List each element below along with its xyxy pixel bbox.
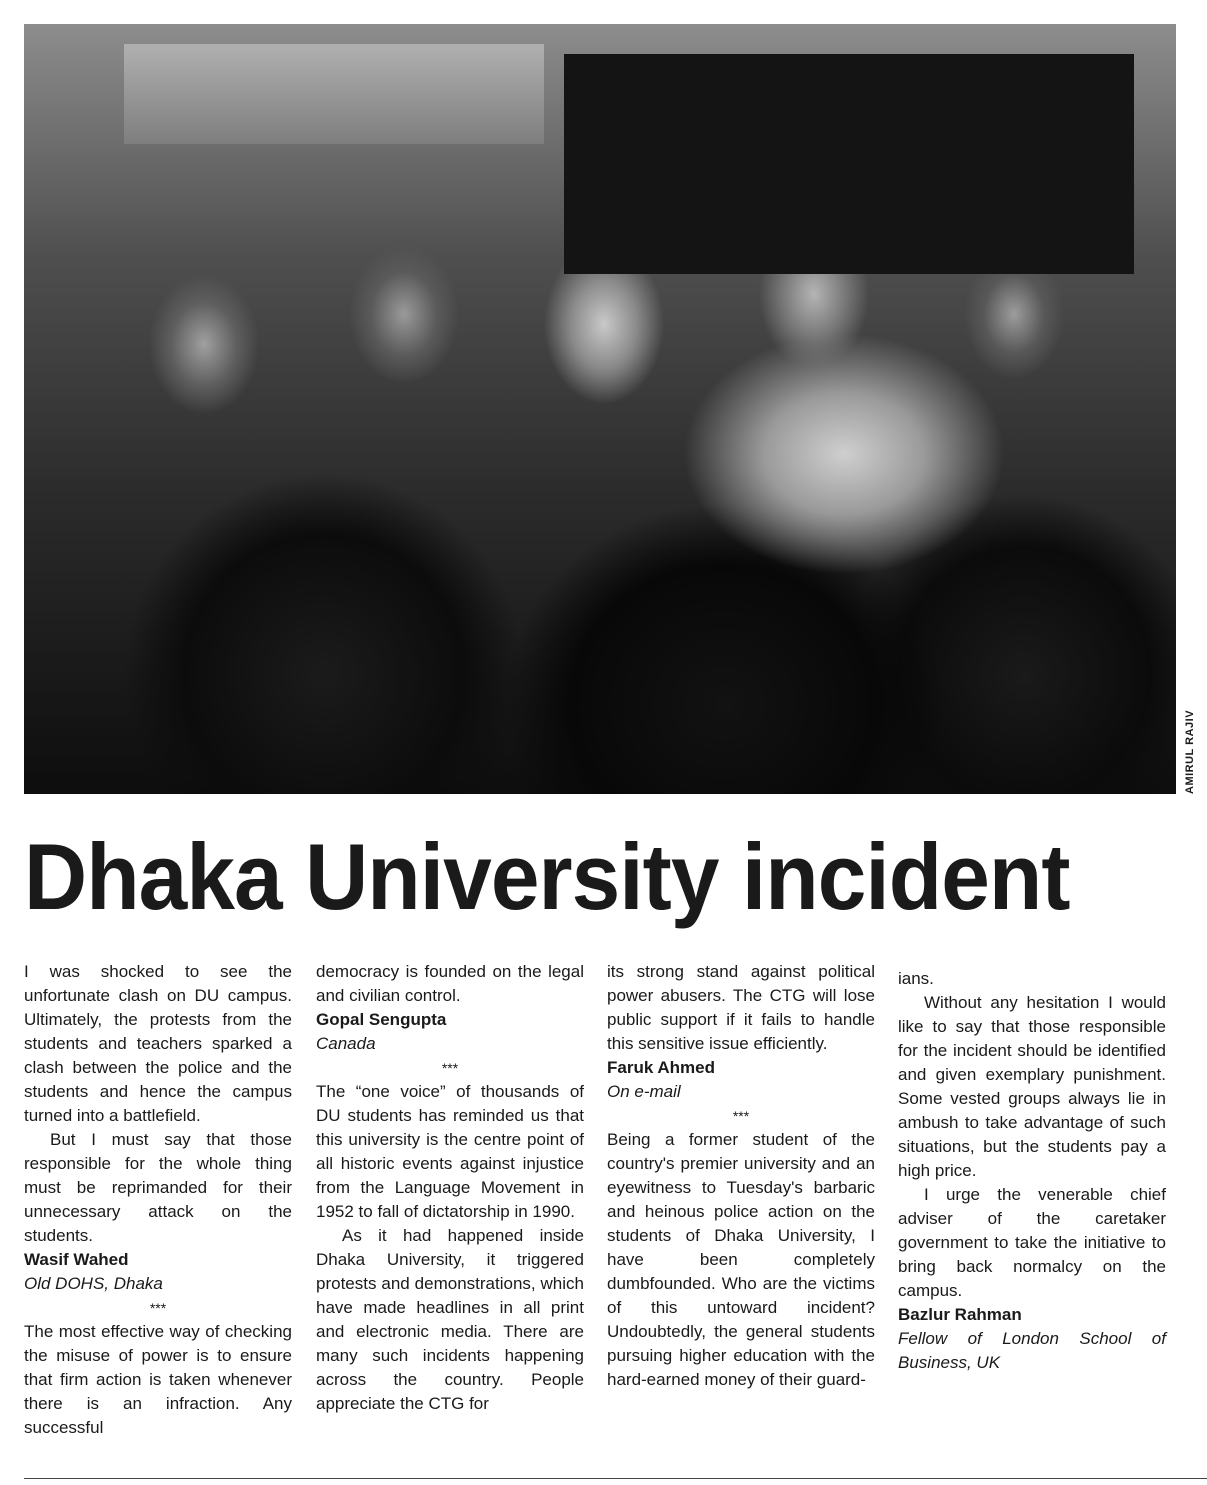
photo-background-wall bbox=[124, 44, 544, 144]
news-photo bbox=[24, 24, 1176, 794]
letter-location: Canada bbox=[316, 1034, 376, 1053]
column-3 bbox=[607, 960, 875, 1392]
letter-location: Fellow of London School of Business, UK bbox=[898, 1329, 1166, 1372]
letter-paragraph: democracy is founded on the legal and civilian control. bbox=[316, 962, 584, 1005]
headline: Dhaka University incident bbox=[24, 824, 1070, 929]
bottom-rule bbox=[24, 1478, 1207, 1479]
letter-paragraph: But I must say that those responsible for the whole thing must be reprimanded for their unnecessary attack on the students. bbox=[24, 1130, 292, 1245]
letter-paragraph: I was shocked to see the unfortunate clash on DU campus. Ultimately, the protests from the students and teachers sparked a clash between the police and the students and hence the campus turned into a battlefield. bbox=[24, 962, 292, 1125]
letter-separator: *** bbox=[441, 1060, 459, 1076]
letter-location: On e-mail bbox=[607, 1082, 681, 1101]
letter-location: Old DOHS, Dhaka bbox=[24, 1274, 163, 1293]
letter-separator: *** bbox=[149, 1300, 167, 1316]
letter-paragraph: Being a former student of the country's premier university and an eyewitness to Tuesday's barbaric and heinous police action on the students of Dhaka University, I have been completely dumbfounded. Who are the victims of this untoward incident? Undoubtedly, the general students pursuing higher education with the hard-earned money of their guard- bbox=[607, 1130, 875, 1389]
column-1 bbox=[24, 960, 292, 1440]
letter-separator: *** bbox=[732, 1108, 750, 1124]
letter-paragraph: The “one voice” of thousands of DU students has reminded us that this university is the centre point of all historic events against injustice from the Language Movement in 1952 to fall of dictatorship in 1990. bbox=[316, 1082, 584, 1221]
letter-paragraph: ians. bbox=[898, 969, 934, 988]
letter-author: Bazlur Rahman bbox=[898, 1305, 1022, 1324]
letter-paragraph: The most effective way of checking the misuse of power is to ensure that firm action is taken whenever there is an infraction. Any successful bbox=[24, 1322, 292, 1437]
letter-author: Gopal Sengupta bbox=[316, 1010, 447, 1029]
letter-paragraph: Without any hesitation I would like to say that those responsible for the incident should be identified and given exemplary punishment. Some vested groups always lie in ambush to take advantage of such situations, but the students pay a high price. bbox=[898, 993, 1166, 1180]
letter-author: Wasif Wahed bbox=[24, 1250, 129, 1269]
letter-paragraph: I urge the venerable chief adviser of the caretaker government to take the initiative to bring back normalcy on the campus. bbox=[898, 1185, 1166, 1300]
column-4 bbox=[898, 967, 1166, 1375]
letter-author: Faruk Ahmed bbox=[607, 1058, 716, 1077]
column-2 bbox=[316, 960, 584, 1416]
letter-paragraph: As it had happened inside Dhaka University, it triggered protests and demonstrations, which have made headlines in all print and electronic media. There are many such incidents happening across the country. People appreciate the CTG for bbox=[316, 1226, 584, 1413]
photo-background-doorway bbox=[564, 54, 1134, 274]
letter-paragraph: its strong stand against political power abusers. The CTG will lose public support if it fails to handle this sensitive issue efficiently. bbox=[607, 962, 875, 1053]
